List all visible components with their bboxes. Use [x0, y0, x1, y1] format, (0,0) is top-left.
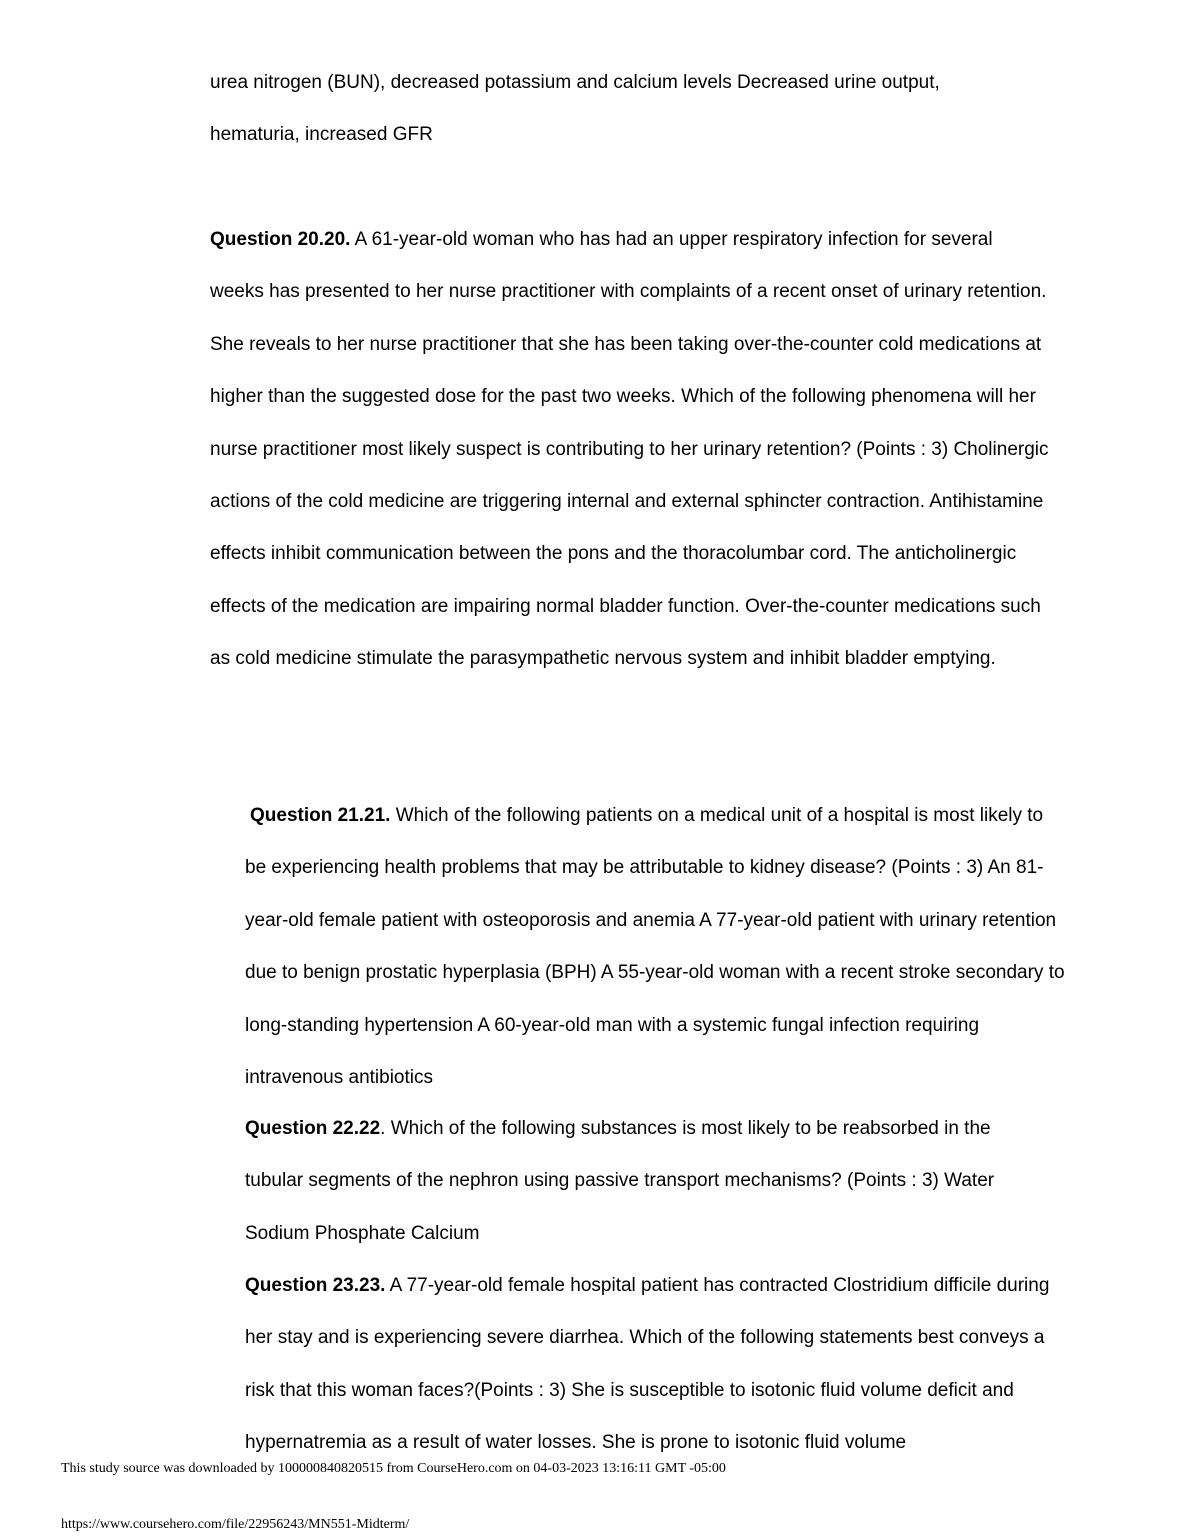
question-20-text: A 61-year-old woman who has had an upper respiratory infection for several weeks has presented to her nurse practitioner with complaints of a recent onset of urinary retention. She reveals to her nurse practitioner that she has been taking over-the-counter cold medications at higher than the suggested dose for the past two weeks. Which of the following phenomena will her nurse practitioner most likely suspect is contributing to her urinary retention? (Points : 3) Cholinergic actions of the cold medicine are triggering internal and external sphincter contraction. Antihistamine effects inhibit communication between the pons and the thoracolumbar cord. The anticholinergic effects of the medication are impairing normal bladder function. Over-the-counter medications such as cold medicine stimulate the parasympathetic nervous system and inhibit bladder emptying. — [210, 229, 1049, 670]
question-20-paragraph — [210, 214, 1050, 686]
question-23-paragraph — [245, 1260, 1055, 1470]
download-source-footer: This study source was downloaded by 100000840820515 from CourseHero.com on 04-03-2023 13:16:11 GMT -05:00 — [61, 1461, 726, 1476]
question-23-text: A 77-year-old female hospital patient has contracted Clostridium difficile during her stay and is experiencing severe diarrhea. Which of the following statements best conveys a risk that this woman faces?(Points : 3) She is susceptible to isotonic fluid volume deficit and hypernatremia as a result of water losses. She is prone to isotonic fluid volume — [245, 1275, 1050, 1454]
continuation-paragraph: urea nitrogen (BUN), decreased potassium and calcium levels Decreased urine output, hematuria, increased GFR — [210, 72, 940, 146]
question-21-text: Which of the following patients on a medical unit of a hospital is most likely to be experiencing health problems that may be attributable to kidney disease? (Points : 3) An 81-year-old female patient with osteoporosis and anemia A 77-year-old patient with urinary retention due to benign prostatic hyperplasia (BPH) A 55-year-old woman with a recent stroke secondary to long-standing hypertension A 60-year-old man with a systemic fungal infection requiring intravenous antibiotics — [245, 805, 1065, 1089]
question-21-paragraph — [245, 790, 1065, 1104]
question-22-text: . Which of the following substances is most likely to be reabsorbed in the tubular segments of the nephron using passive transport mechanisms? (Points : 3) Water Sodium Phosphate Calcium — [245, 1118, 995, 1244]
question-20-label: Question 20.20. — [210, 229, 351, 250]
question-22-paragraph — [245, 1103, 1045, 1260]
question-22-label: Question 22.22 — [245, 1118, 381, 1139]
question-21-label: Question 21.21. — [250, 805, 391, 826]
source-url-footer[interactable]: https://www.coursehero.com/file/22956243/MN551-Midterm/ — [61, 1517, 410, 1532]
question-23-label: Question 23.23. — [245, 1275, 386, 1296]
